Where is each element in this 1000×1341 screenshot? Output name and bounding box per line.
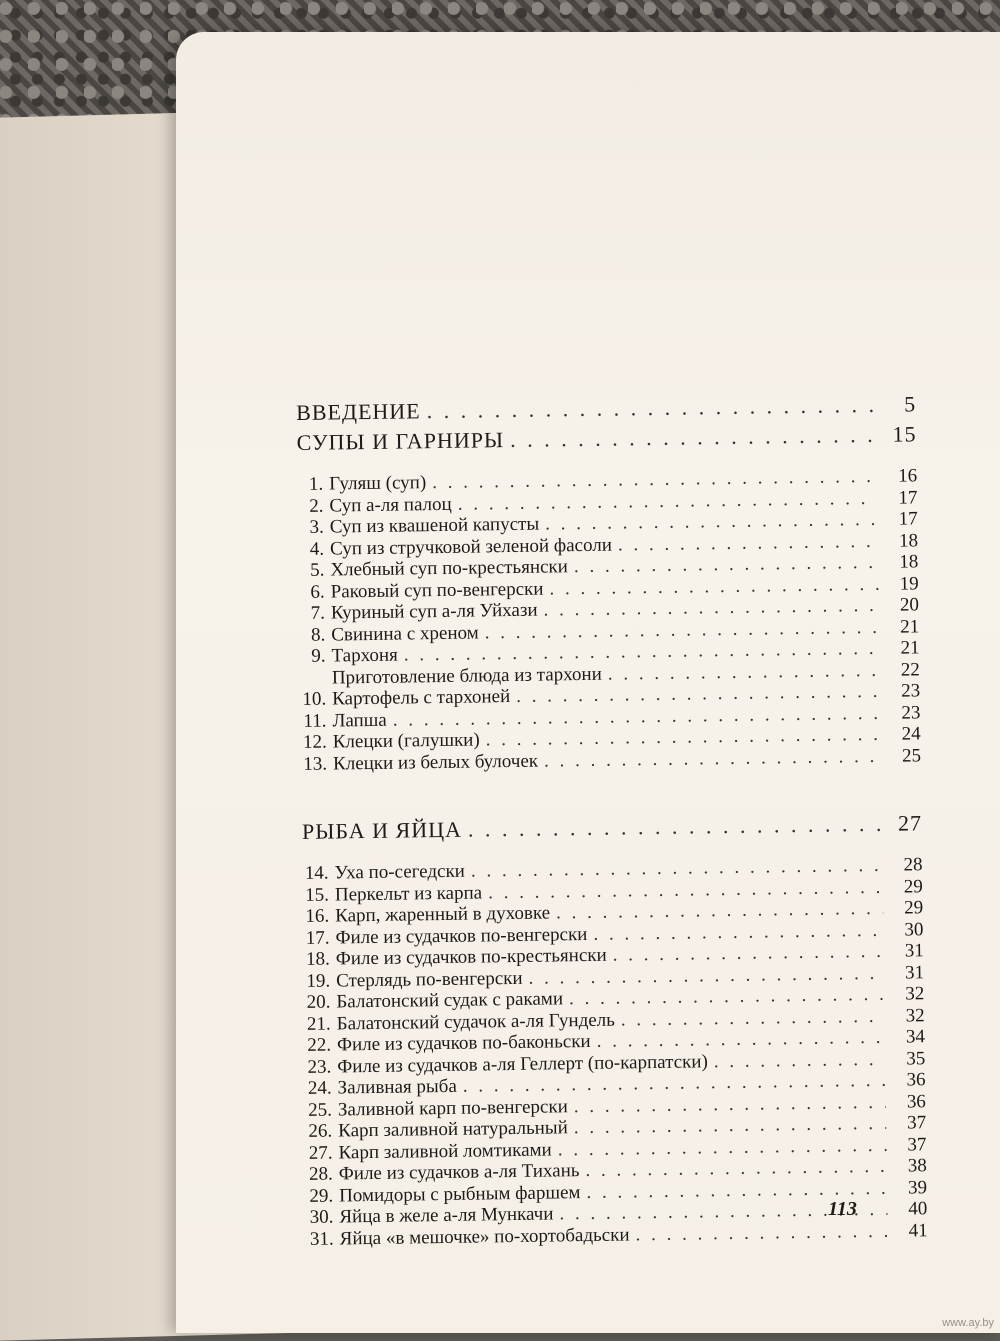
item-page: 17 bbox=[898, 508, 918, 530]
item-page: 23 bbox=[901, 701, 921, 724]
item-number: 4. bbox=[309, 538, 325, 560]
item-title: Балатонский судачок а-ля Гундель bbox=[336, 1009, 616, 1034]
item-title: Суп из стручковой зеленой фасоли bbox=[329, 534, 613, 560]
item-page: 36 bbox=[906, 1090, 926, 1113]
item-page: 20 bbox=[899, 594, 920, 616]
page-number: 113 bbox=[828, 1198, 857, 1220]
item-page: 19 bbox=[899, 572, 919, 595]
item-page: 21 bbox=[900, 637, 920, 659]
item-page: 29 bbox=[903, 875, 923, 898]
item-page: 32 bbox=[905, 1004, 925, 1027]
item-page: 29 bbox=[904, 897, 924, 919]
item-number: 6. bbox=[310, 581, 325, 603]
item-number: 12. bbox=[302, 731, 327, 753]
item-number: 16. bbox=[305, 905, 330, 927]
item-title: Карп заливной ломтиками bbox=[338, 1139, 552, 1163]
item-number: 18. bbox=[305, 948, 330, 970]
item-page: 30 bbox=[904, 918, 924, 941]
item-number: 8. bbox=[310, 624, 326, 646]
item-title: Филе из судачков по-крестьянски bbox=[335, 944, 607, 970]
section-title: ВВЕДЕНИЕ bbox=[296, 398, 421, 425]
section-page: 15 bbox=[892, 421, 917, 447]
item-number: 29. bbox=[309, 1185, 334, 1207]
item-number: 27. bbox=[308, 1142, 333, 1164]
item-title: Клецки (галушки) bbox=[332, 729, 480, 753]
item-page: 35 bbox=[906, 1047, 926, 1070]
item-page: 28 bbox=[903, 854, 923, 876]
item-number: 24. bbox=[307, 1077, 332, 1099]
item-page: 25 bbox=[901, 744, 922, 767]
item-title: Свинина с хреном bbox=[331, 621, 479, 646]
item-number: 30. bbox=[309, 1206, 334, 1228]
leader-dots bbox=[635, 1220, 887, 1246]
item-number: 14. bbox=[304, 862, 329, 884]
leader-dots bbox=[714, 1048, 886, 1072]
item-title: Стерлядь по-венгерски bbox=[335, 967, 523, 991]
item-page: 31 bbox=[904, 940, 924, 962]
item-number: 17. bbox=[305, 927, 330, 949]
item-title: Гуляш (суп) bbox=[329, 472, 427, 495]
item-number: 22. bbox=[307, 1034, 332, 1056]
item-title: Заливная рыба bbox=[337, 1075, 457, 1099]
item-number: 19. bbox=[306, 970, 331, 992]
item-title: Заливной карп по-венгерски bbox=[337, 1095, 568, 1120]
item-number: 5. bbox=[309, 559, 325, 581]
item-number: 13. bbox=[303, 753, 328, 775]
leader-dots bbox=[510, 422, 877, 453]
item-title: Уха по-сегедски bbox=[334, 860, 466, 884]
item-title: Яйца «в мешочке» по-хортобадьски bbox=[339, 1223, 630, 1249]
item-page: 41 bbox=[908, 1219, 928, 1242]
item-title: Тархоня bbox=[331, 644, 398, 667]
item-title: Раковый суп по-венгерски bbox=[330, 578, 544, 603]
item-page: 16 bbox=[897, 465, 918, 487]
watermark: www.ay.by bbox=[942, 1317, 994, 1329]
item-number: 20. bbox=[306, 991, 331, 1013]
item-title: Хлебный суп по-крестьянски bbox=[330, 556, 569, 581]
leader-dots bbox=[426, 392, 876, 424]
item-title: Лапша bbox=[332, 709, 387, 732]
item-page: 32 bbox=[905, 983, 925, 1005]
item-page: 17 bbox=[898, 486, 918, 509]
item-number: 7. bbox=[310, 602, 326, 624]
item-page: 40 bbox=[908, 1198, 928, 1220]
item-page: 39 bbox=[907, 1176, 928, 1199]
item-number: 28. bbox=[308, 1163, 333, 1185]
item-title: Помидоры с рыбным фаршем bbox=[338, 1181, 581, 1206]
item-number: 21. bbox=[306, 1013, 331, 1035]
item-title: Филе из судачков по-баконьски bbox=[336, 1030, 591, 1056]
section-title: РЫБА И ЯЙЦА bbox=[301, 816, 463, 844]
item-number: 26. bbox=[308, 1120, 333, 1142]
item-page: 38 bbox=[907, 1155, 927, 1177]
item-page: 37 bbox=[907, 1112, 927, 1134]
item-page: 34 bbox=[905, 1026, 926, 1048]
section-page: 27 bbox=[897, 810, 923, 836]
item-title: Филе из судачков по-венгерски bbox=[335, 923, 588, 948]
item-number: 31. bbox=[309, 1228, 334, 1250]
item-number: 9. bbox=[311, 645, 326, 667]
table-of-contents bbox=[296, 391, 928, 1250]
item-title: Перкельт из карпа bbox=[334, 881, 483, 906]
item-page: 31 bbox=[904, 961, 925, 984]
item-page: 36 bbox=[906, 1069, 926, 1091]
item-page: 18 bbox=[898, 529, 919, 552]
item-title: Куриный суп а-ля Уйхази bbox=[330, 599, 538, 624]
item-page: 24 bbox=[901, 723, 921, 745]
item-page: 18 bbox=[899, 551, 919, 573]
item-number: 23. bbox=[307, 1056, 332, 1078]
item-title: Приготовление блюда из тархони bbox=[331, 663, 602, 689]
item-number: 10. bbox=[302, 688, 327, 710]
item-page: 37 bbox=[907, 1133, 927, 1156]
item-title: Карп заливной натуральный bbox=[338, 1117, 568, 1142]
item-number: 2. bbox=[309, 495, 324, 517]
item-title: Филе из судачков а-ля Тихань bbox=[338, 1160, 580, 1185]
item-number: 11. bbox=[303, 710, 327, 732]
item-title: Филе из судачков а-ля Геллерт (по-карпатски) bbox=[337, 1050, 708, 1077]
item-title: Суп а-ля палоц bbox=[329, 493, 452, 517]
item-page: 21 bbox=[900, 615, 920, 638]
item-title: Клецки из белых булочек bbox=[332, 750, 539, 775]
leader-dots bbox=[544, 745, 881, 772]
item-page: 22 bbox=[900, 658, 920, 681]
item-title: Балатонский судак с раками bbox=[336, 988, 564, 1013]
leader-dots bbox=[468, 811, 882, 843]
item-number: 1. bbox=[308, 473, 324, 495]
item-page: 23 bbox=[900, 680, 921, 702]
item-number: 3. bbox=[309, 516, 324, 538]
item-title: Суп из квашеной капусты bbox=[329, 513, 540, 538]
item-title: Яйца в желе а-ля Мункачи bbox=[339, 1203, 554, 1228]
item-title: Карп, жаренный в духовке bbox=[335, 902, 551, 927]
item-number: 15. bbox=[305, 884, 330, 906]
item-title: Картофель с тархоней bbox=[332, 686, 511, 710]
item-number: 25. bbox=[308, 1099, 333, 1121]
section-page: 5 bbox=[903, 391, 917, 417]
section-title: СУПЫ И ГАРНИРЫ bbox=[296, 427, 505, 455]
